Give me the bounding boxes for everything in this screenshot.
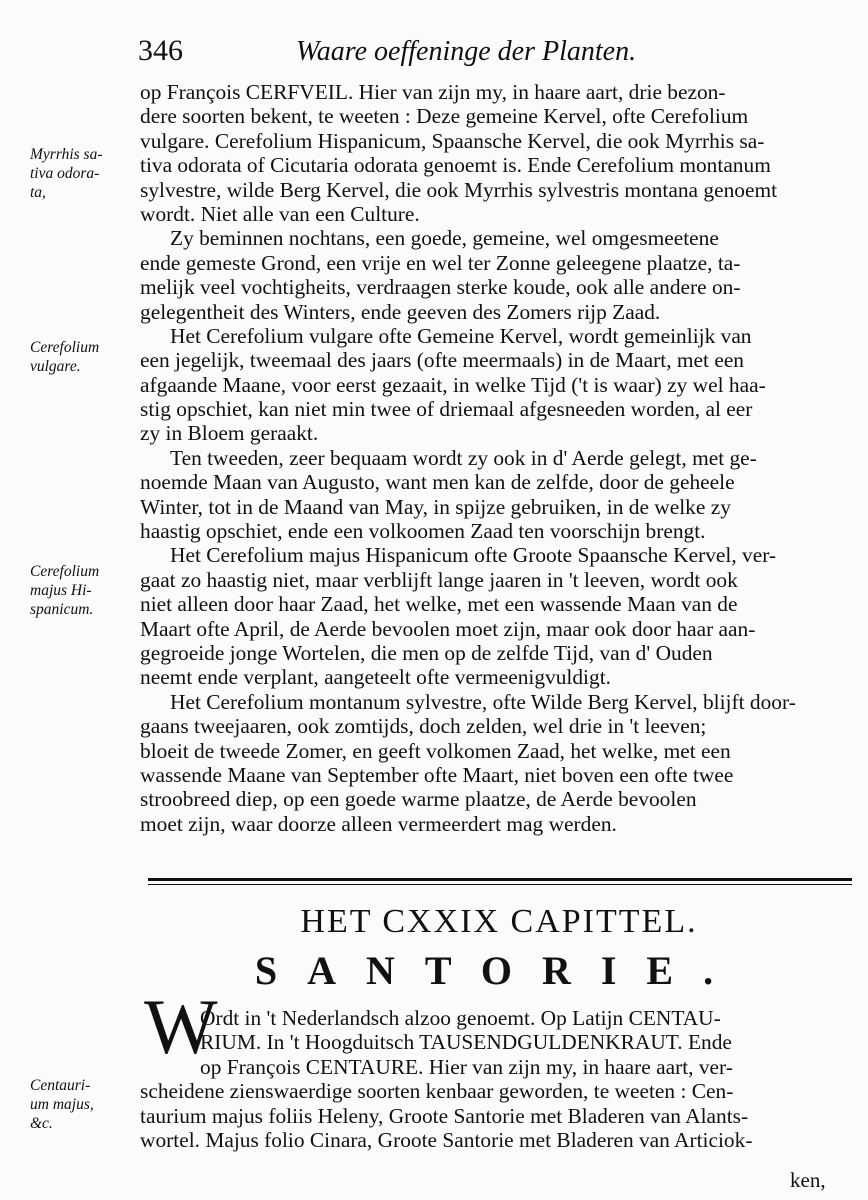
margin-note-myrrhis <box>30 145 140 202</box>
text-line: haastig opschiet, ende een volkoomen Zaad ten voorschijn brengt. <box>140 519 706 544</box>
text-line: moet zijn, waar doorze alleen vermeerdert mag werden. <box>140 811 617 836</box>
margin-note-line: um majus, <box>30 1096 94 1113</box>
text-line: ende gemeste Grond, een vrije en wel ter Zonne geleegene plaatze, ta- <box>140 250 741 275</box>
text-line: bloeit de tweede Zomer, en geeft volkomen Zaad, het welke, met een <box>140 738 731 763</box>
margin-note-line: tiva odora- <box>30 165 100 182</box>
text-line: Zy beminnen nochtans, een goede, gemeine, wel omgesmeetene <box>170 226 719 251</box>
text-line: gegroeide jonge Wortelen, die men op de zelfde Tijd, van d' Ouden <box>140 640 713 665</box>
text-line: taurium majus foliis Heleny, Groote Santorie met Bladeren van Alants- <box>140 1103 749 1128</box>
text-line: Maart ofte April, de Aerde bevoolen moet zijn, maar ook door haar aan- <box>140 616 756 641</box>
text-line: tiva odorata of Cicutaria odorata genoemt is. Ende Cerefolium montanum <box>140 153 771 178</box>
margin-note-line: spanicum. <box>30 601 94 618</box>
text-line: Ordt in 't Nederlandsch alzoo genoemt. Op Latijn CENTAU- <box>200 1006 721 1030</box>
margin-note-line: ta, <box>30 184 46 201</box>
margin-note-centaurium <box>30 1076 140 1133</box>
margin-note-line: vulgare. <box>30 358 81 375</box>
page-number: 346 <box>138 34 183 67</box>
margin-note-line: &c. <box>30 1115 53 1132</box>
text-line: RIUM. In 't Hoogduitsch TAUSENDGULDENKRAUT. Ende <box>200 1030 732 1055</box>
text-line: wortel. Majus folio Cinara, Groote Santorie met Bladeren van Articiok- <box>140 1127 753 1152</box>
drop-cap: W <box>144 983 218 1070</box>
margin-note-cerefolium-vulgare <box>30 338 140 376</box>
text-line: Winter, tot in de Maand van May, in spijze gebruiken, in de welke zy <box>140 494 731 519</box>
text-line: wordt. Niet alle van een Culture. <box>140 201 420 226</box>
catchword: ken, <box>790 1168 826 1192</box>
text-line: vulgare. Cerefolium Hispanicum, Spaansche Kervel, die ook Myrrhis sa- <box>140 128 765 153</box>
text-line: Het Cerefolium montanum sylvestre, ofte Wilde Berg Kervel, blijft door- <box>170 689 796 714</box>
text-line: niet alleen door haar Zaad, het welke, met een wassende Maan van de <box>140 592 738 617</box>
text-line: Ten tweeden, zeer bequaam wordt zy ook in d' Aerde gelegt, met ge- <box>170 445 757 470</box>
text-line: gelegentheit des Winters, ende geeven des Zomers rijp Zaad. <box>140 299 661 324</box>
chapter-heading: HET CXXIX CAPITTEL. <box>300 903 698 940</box>
page-header <box>138 34 838 74</box>
margin-note-line: Cerefolium <box>30 563 100 580</box>
section-rule-thin <box>148 884 852 885</box>
margin-note-line: Centauri- <box>30 1077 91 1094</box>
section-rule <box>148 878 852 881</box>
margin-note-line: majus Hi- <box>30 582 92 599</box>
text-line: een jegelijk, tweemaal des jaars (ofte meermaals) in de Maart, met een <box>140 348 745 373</box>
running-title: Waare oeffeninge der Planten. <box>296 36 637 67</box>
text-line: stroobreed diep, op een goede warme plaatze, de Aerde bevoolen <box>140 787 697 812</box>
margin-note-line: Cerefolium <box>30 339 100 356</box>
text-line: sylvestre, wilde Berg Kervel, die ook Myrrhis sylvestris montana genoemt <box>140 177 778 202</box>
text-line: noemde Maan van Augusto, want men kan de zelfde, door de geheele <box>140 470 735 495</box>
chapter-subject: SANTORIE. <box>254 948 744 993</box>
text-line: scheidene zienswaerdige soorten kenbaar geworden, te weeten : Cen- <box>140 1079 734 1104</box>
text-line: melijk veel vochtigheits, verdraagen sterke koude, ook alle andere on- <box>140 275 741 300</box>
text-line: dere soorten bekent, te weeten : Deze gemeine Kervel, ofte Cerefolium <box>140 104 749 129</box>
text-line: neemt ende verplant, aangeteelt ofte vermeenigvuldigt. <box>140 665 611 690</box>
text-line: zy in Bloem geraakt. <box>140 421 319 446</box>
text-line: gaans tweejaaren, ook zomtijds, doch zelden, wel drie in 't leeven; <box>140 714 707 739</box>
text-line: op François CERFVEIL. Hier van zijn my, in haare aart, drie bezon- <box>140 80 726 104</box>
text-line: stig opschiet, kan niet min twee of driemaal afgesneeden worden, al eer <box>140 397 753 422</box>
text-line: gaat zo haastig niet, maar verblijft lange jaaren in 't leeven, wordt ook <box>140 567 738 592</box>
text-line: afgaande Maane, voor eerst gezaait, in welke Tijd ('t is waar) zy wel haa- <box>140 372 766 397</box>
text-line: op François CENTAURE. Hier van zijn my, in haare aart, ver- <box>200 1054 733 1079</box>
text-line: wassende Maane van September ofte Maart, niet boven een ofte twee <box>140 762 734 787</box>
text-line: Het Cerefolium majus Hispanicum ofte Groote Spaansche Kervel, ver- <box>170 543 777 568</box>
chapter-text <box>140 1006 852 1152</box>
text-line: Het Cerefolium vulgare ofte Gemeine Kervel, wordt gemeinlijk van <box>170 323 752 348</box>
margin-note-cerefolium-majus <box>30 562 140 619</box>
margin-note-line: Myrrhis sa- <box>30 146 103 163</box>
body-text <box>140 80 850 836</box>
